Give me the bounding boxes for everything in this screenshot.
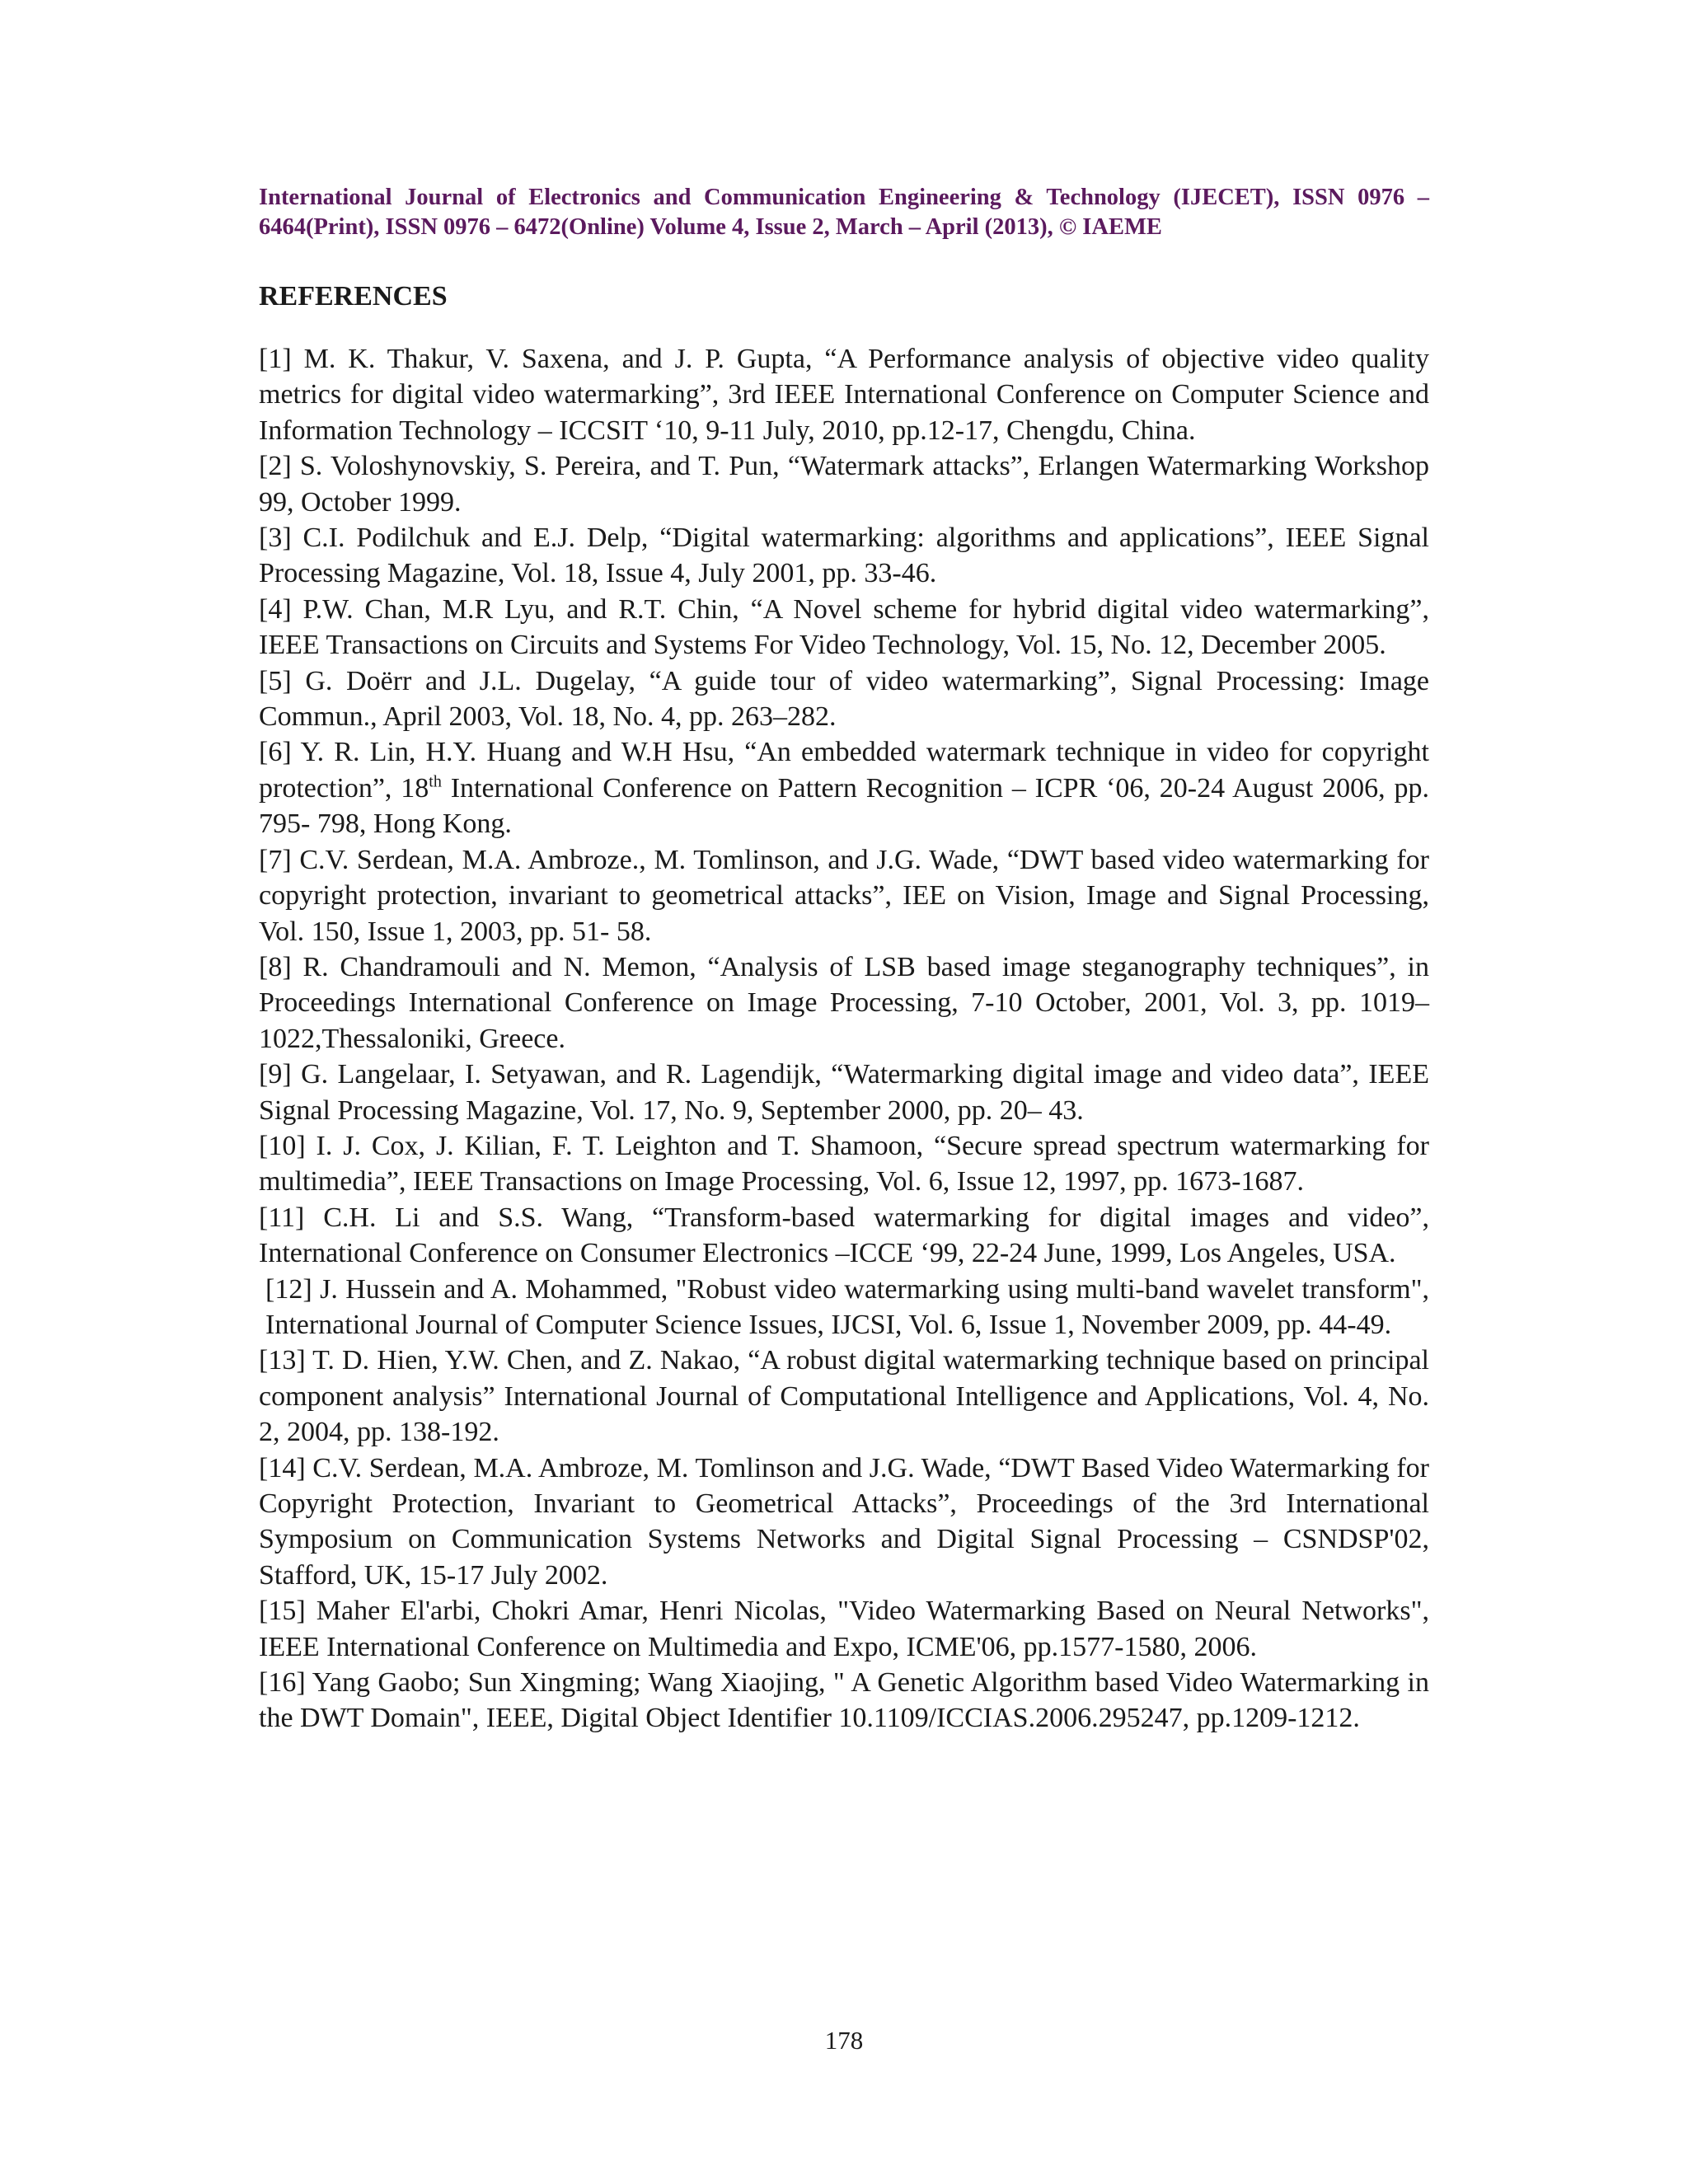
reference-10: [10] I. J. Cox, J. Kilian, F. T. Leighton and T. Shamoon, “Secure spread spectrum watermarking for multimedia”, IEEE Transactions on Image Processing, Vol. 6, Issue 12, 1997, pp. 1673-1687.: [259, 1130, 1429, 1197]
reference-15: [15] Maher El'arbi, Chokri Amar, Henri Nicolas, "Video Watermarking Based on Neural Networks", IEEE International Conference on Multimedia and Expo, ICME'06, pp.1577-1580, 2006.: [259, 1596, 1429, 1662]
page-number: 178: [824, 2026, 864, 2055]
references-heading: REFERENCES: [259, 281, 448, 312]
page-content: [259, 183, 1429, 1736]
reference-4: [4] P.W. Chan, M.R Lyu, and R.T. Chin, “A Novel scheme for hybrid digital video watermarking”, IEEE Transactions on Circuits and Systems For Video Technology, Vol. 15, No. 12, December 2005.: [259, 593, 1429, 661]
reference-6: [259, 734, 1429, 841]
reference-11: [11] C.H. Li and S.S. Wang, “Transform-based watermarking for digital images and video”, International Conference on Consumer Electronics –ICCE ‘99, 22-24 June, 1999, Los Angeles, USA.: [259, 1202, 1429, 1269]
reference-7: [7] C.V. Serdean, M.A. Ambroze., M. Tomlinson, and J.G. Wade, “DWT based video watermarking for copyright protection, invariant to geometrical attacks”, IEE on Vision, Image and Signal Processing, Vol. 150, Issue 1, 2003, pp. 51- 58.: [259, 844, 1429, 947]
reference-8: [8] R. Chandramouli and N. Memon, “Analysis of LSB based image steganography techniques”, in Proceedings International Conference on Image Processing, 7-10 October, 2001, Vol. 3, pp. 1019–1022,Thessaloniki, Greece.: [259, 951, 1429, 1054]
reference-1: [1] M. K. Thakur, V. Saxena, and J. P. Gupta, “A Performance analysis of objective video quality metrics for digital video watermarking”, 3rd IEEE International Conference on Computer Science and Information Technology – ICCSIT ‘10, 9-11 July, 2010, pp.12-17, Chengdu, China.: [259, 344, 1429, 446]
reference-16: [16] Yang Gaobo; Sun Xingming; Wang Xiaojing, " A Genetic Algorithm based Video Watermarking in the DWT Domain", IEEE, Digital Object Identifier 10.1109/ICCIAS.2006.295247, pp.1209-1212.: [259, 1667, 1429, 1734]
reference-5: [5] G. Doërr and J.L. Dugelay, “A guide tour of video watermarking”, Signal Processing: Image Commun., April 2003, Vol. 18, No. 4, pp. 263–282.: [259, 665, 1429, 733]
journal-running-head: International Journal of Electronics and Communication Engineering & Technology (IJECET), ISSN 0976 – 6464(Print), ISSN 0976 – 6472(Online) Volume 4, Issue 2, March – April (2013), © IAEME: [259, 185, 1429, 240]
reference-3: [3] C.I. Podilchuk and E.J. Delp, “Digital watermarking: algorithms and applications”, IEEE Signal Processing Magazine, Vol. 18, Issue 4, July 2001, pp. 33-46.: [259, 523, 1429, 589]
reference-list: [259, 341, 1429, 1736]
reference-9: [9] G. Langelaar, I. Setyawan, and R. Lagendijk, “Watermarking digital image and video data”, IEEE Signal Processing Magazine, Vol. 17, No. 9, September 2000, pp. 20– 43.: [259, 1059, 1429, 1126]
reference-12: [12] J. Hussein and A. Mohammed, "Robust video watermarking using multi-band wavelet transform", International Journal of Computer Science Issues, IJCSI, Vol. 6, Issue 1, November 2009, pp. 44-49.: [265, 1273, 1429, 1340]
reference-6-superscript: th: [429, 772, 442, 791]
reference-6-part-1: [6] Y. R. Lin, H.Y. Huang and W.H Hsu, “An embedded watermark technique in video for copyright protection”, 18: [259, 737, 1429, 804]
reference-14: [14] C.V. Serdean, M.A. Ambroze, M. Tomlinson and J.G. Wade, “DWT Based Video Watermarking for Copyright Protection, Invariant to Geometrical Attacks”, Proceedings of the 3rd International Symposium on Communication Systems Networks and Digital Signal Processing – CSNDSP'02, Stafford, UK, 15-17 July 2002.: [259, 1452, 1429, 1591]
reference-2: [2] S. Voloshynovskiy, S. Pereira, and T. Pun, “Watermark attacks”, Erlangen Watermarking Workshop 99, October 1999.: [259, 451, 1429, 518]
reference-6-part-2: International Conference on Pattern Recognition – ICPR ‘06, 20-24 August 2006, pp. 795- 798, Hong Kong.: [259, 772, 1429, 840]
reference-13: [13] T. D. Hien, Y.W. Chen, and Z. Nakao, “A robust digital watermarking technique based on principal component analysis” International Journal of Computational Intelligence and Applications, Vol. 4, No. 2, 2004, pp. 138-192.: [259, 1345, 1429, 1448]
